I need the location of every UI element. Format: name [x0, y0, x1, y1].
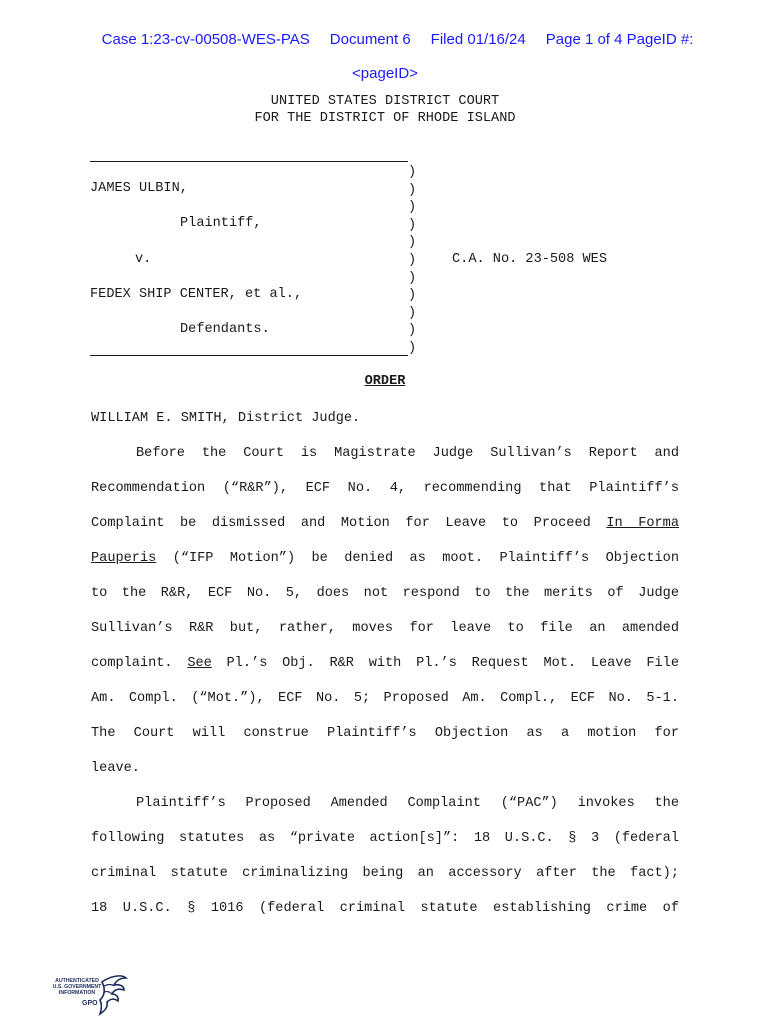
judge-line: WILLIAM E. SMITH, District Judge.	[91, 411, 361, 426]
ecf-filed-date: Filed 01/16/24	[430, 31, 526, 48]
pauperis-underlined: Pauperis	[91, 551, 157, 566]
court-district: FOR THE DISTRICT OF RHODE ISLAND	[254, 111, 516, 126]
paragraph-line: The Court will construe Plaintiff’s Objection as a motion for	[91, 726, 679, 741]
plaintiff-name: JAMES ULBIN,	[90, 181, 188, 196]
order-title: ORDER	[364, 374, 406, 389]
caption-paren: )	[408, 182, 417, 198]
line-text: Complaint be dismissed and Motion for Leave to Proceed	[91, 516, 607, 531]
caption-paren: )	[408, 235, 417, 251]
gpo-line3: INFORMATION	[58, 990, 96, 996]
case-number: C.A. No. 23-508 WES	[452, 252, 607, 267]
caption-paren: )	[408, 270, 417, 286]
in-forma-underlined: In Forma	[606, 516, 679, 531]
ecf-page-id: <pageID>	[352, 65, 418, 82]
versus: v.	[135, 252, 152, 267]
paragraph-line	[91, 515, 679, 533]
gpo-authentication-logo	[44, 972, 134, 1018]
caption-paren: )	[408, 305, 417, 321]
ecf-header	[0, 14, 770, 82]
caption-paren: )	[408, 323, 417, 339]
see-signal-underlined: See	[187, 656, 212, 671]
line-text: complaint.	[91, 656, 188, 671]
defendant-name: FEDEX SHIP CENTER, et al.,	[90, 287, 303, 302]
paragraph-line: Plaintiff’s Proposed Amended Complaint (“PAC”) invokes the	[136, 796, 679, 811]
paragraph-line	[91, 550, 679, 568]
caption-paren: )	[408, 341, 417, 356]
line-text: (“IFP Motion”) be denied as moot. Plaintiff’s Objection	[156, 551, 679, 566]
caption-paren: )	[408, 200, 417, 216]
eagle-icon	[44, 972, 134, 1018]
line-text: Pl.’s Obj. R&R with Pl.’s Request Mot. Leave File	[211, 656, 679, 671]
ecf-document-number: Document 6	[329, 31, 411, 48]
caption-top-rule	[90, 161, 408, 162]
ecf-case-number: Case 1:23-cv-00508-WES-PAS	[101, 31, 310, 48]
paragraph-line: Before the Court is Magistrate Judge Sullivan’s Report and	[136, 446, 679, 461]
paragraph-line: to the R&R, ECF No. 5, does not respond to the merits of Judge	[91, 586, 679, 601]
paragraph-line: Sullivan’s R&R but, rather, moves for leave to file an amended	[91, 621, 679, 636]
court-name: UNITED STATES DISTRICT COURT	[270, 94, 500, 109]
ecf-page-info: Page 1 of 4 PageID #:	[545, 31, 694, 48]
paragraph-line: 18 U.S.C. § 1016 (federal criminal statute establishing crime of	[91, 901, 679, 916]
caption-paren: )	[408, 217, 417, 233]
caption-paren: )	[408, 288, 417, 304]
paragraph-line: Am. Compl. (“Mot.”), ECF No. 5; Proposed Am. Compl., ECF No. 5-1.	[91, 691, 679, 706]
caption-paren: )	[408, 253, 417, 268]
caption-paren: )	[408, 165, 417, 180]
gpo-line2: U.S. GOVERNMENT	[52, 984, 102, 990]
gpo-label: GPO	[82, 1000, 98, 1007]
plaintiff-role: Plaintiff,	[180, 216, 262, 231]
caption-bottom-rule	[90, 355, 408, 356]
paragraph-line: criminal statute criminalizing being an accessory after the fact);	[91, 866, 679, 881]
paragraph-line	[91, 655, 679, 673]
defendant-role: Defendants.	[180, 322, 270, 337]
paragraph-line: following statutes as “private action[s]”: 18 U.S.C. § 3 (federal	[91, 831, 679, 846]
paragraph-line: Recommendation (“R&R”), ECF No. 4, recommending that Plaintiff’s	[91, 481, 679, 496]
gpo-line1: AUTHENTICATED	[55, 978, 99, 984]
paragraph-line: leave.	[91, 761, 140, 776]
